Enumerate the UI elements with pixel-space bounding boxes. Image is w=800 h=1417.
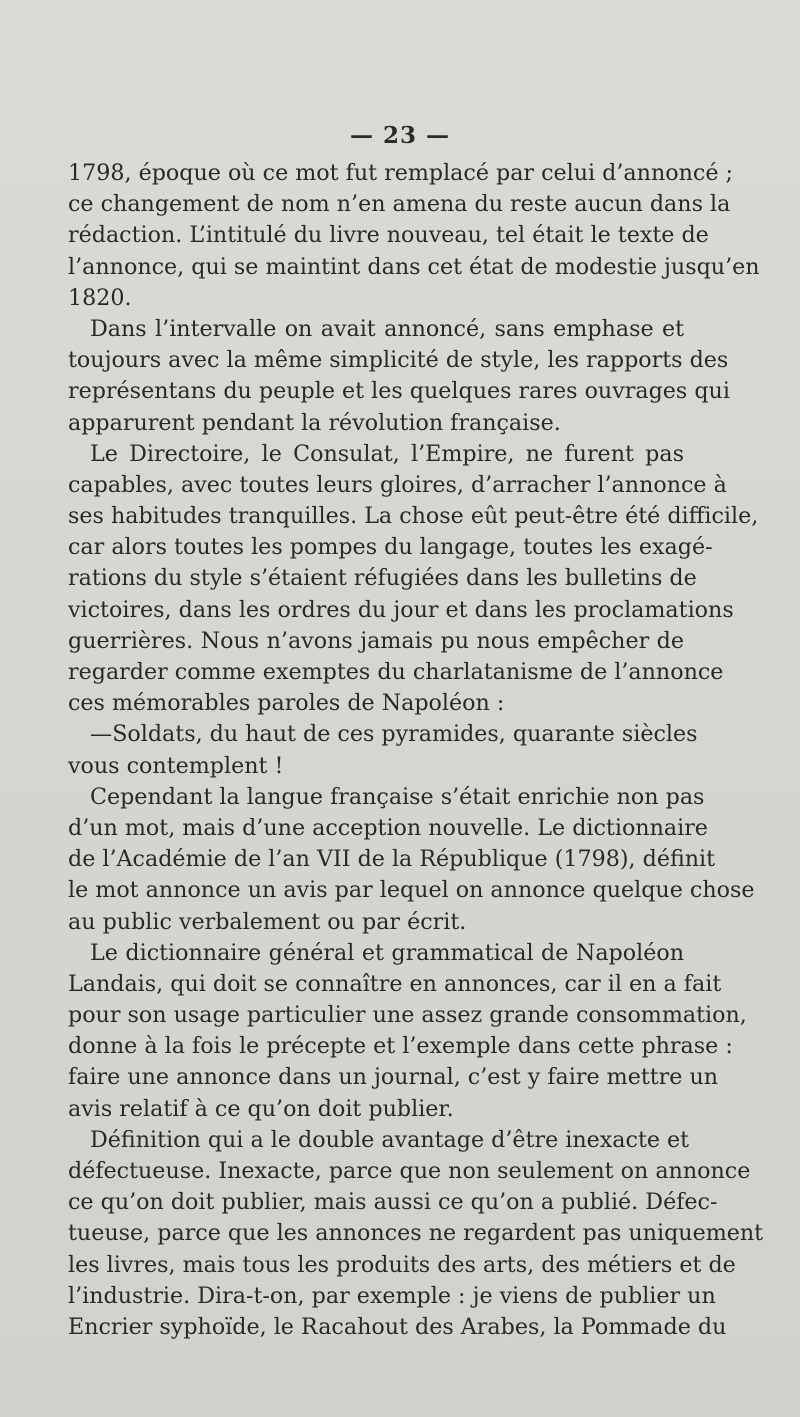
text-line: au public verbalement ou par écrit. bbox=[68, 908, 467, 935]
text-line: Landais, qui doit se connaître en annonces, car il en a fait bbox=[68, 970, 722, 997]
text-line: d’un mot, mais d’une acception nouvelle. Le dictionnaire bbox=[68, 814, 708, 841]
text-line: vous contemplent ! bbox=[68, 752, 284, 779]
text-line: l’annonce, qui se maintint dans cet état de modestie jusqu’en bbox=[68, 253, 760, 280]
text-line: 1820. bbox=[68, 284, 132, 311]
text-line: car alors toutes les pompes du langage, toutes les exagé- bbox=[68, 534, 713, 561]
text-line: apparurent pendant la révolution française. bbox=[68, 409, 561, 436]
text-line: faire une annonce dans un journal, c’est y faire mettre un bbox=[68, 1064, 719, 1091]
text-line: ce changement de nom n’en amena du reste aucun dans la bbox=[68, 191, 731, 218]
text-line: l’industrie. Dira-t-on, par exemple : je viens de publier un bbox=[68, 1282, 716, 1309]
text-line: victoires, dans les ordres du jour et dans les proclamations bbox=[68, 596, 734, 623]
text-line: —Soldats, du haut de ces pyramides, quarante siècles bbox=[90, 721, 698, 748]
text-line: défectueuse. Inexacte, parce que non seulement on annonce bbox=[68, 1158, 751, 1184]
text-line: avis relatif à ce qu’on doit publier. bbox=[68, 1095, 454, 1122]
text-line: Le dictionnaire général et grammatical de Napoléon bbox=[90, 939, 684, 966]
text-line: rations du style s’étaient réfugiées dans les bulletins de bbox=[68, 565, 697, 592]
text-line: de l’Académie de l’an VII de la République (1798), définit bbox=[68, 846, 716, 873]
text-line: regarder comme exemptes du charlatanisme de l’annonce bbox=[68, 659, 724, 685]
text-line: représentans du peuple et les quelques rares ouvrages qui bbox=[68, 378, 730, 405]
text-line: ces mémorables paroles de Napoléon : bbox=[68, 690, 505, 717]
text-line: ce qu’on doit publier, mais aussi ce qu’on a publié. Défec- bbox=[68, 1189, 718, 1216]
text-line: guerrières. Nous n’avons jamais pu nous empêcher de bbox=[68, 627, 684, 654]
text-line: pour son usage particulier une assez grande consommation, bbox=[68, 1002, 747, 1029]
text-line: 1798, époque où ce mot fut remplacé par celui d’annoncé ; bbox=[68, 160, 733, 186]
text-line: donne à la fois le précepte et l’exemple dans cette phrase : bbox=[68, 1033, 733, 1060]
text-line: les livres, mais tous les produits des arts, des métiers et de bbox=[68, 1251, 736, 1278]
page-number: — 23 — bbox=[349, 122, 451, 149]
text-line: Encrier syphoïde, le Racahout des Arabes, la Pommade du bbox=[68, 1313, 727, 1340]
text-line: Cependant la langue française s’était enrichie non pas bbox=[90, 783, 705, 810]
text-line: le mot annonce un avis par lequel on annonce quelque chose bbox=[68, 877, 755, 904]
body-text bbox=[68, 158, 764, 1343]
text-line: toujours avec la même simplicité de style, les rapports des bbox=[68, 347, 729, 374]
text-line: rédaction. L’intitulé du livre nouveau, tel était le texte de bbox=[68, 222, 709, 249]
text-line: Définition qui a le double avantage d’être inexacte et bbox=[90, 1126, 690, 1153]
text-line: ses habitudes tranquilles. La chose eût peut-être été difficile, bbox=[68, 503, 759, 530]
text-line: capables, avec toutes leurs gloires, d’arracher l’annonce à bbox=[68, 471, 727, 498]
text-line: tueuse, parce que les annonces ne regardent pas uniquement bbox=[68, 1220, 764, 1247]
text-line: Le Directoire, le Consulat, l’Empire, ne furent pas bbox=[90, 440, 684, 467]
text-line: Dans l’intervalle on avait annoncé, sans emphase et bbox=[90, 315, 684, 342]
